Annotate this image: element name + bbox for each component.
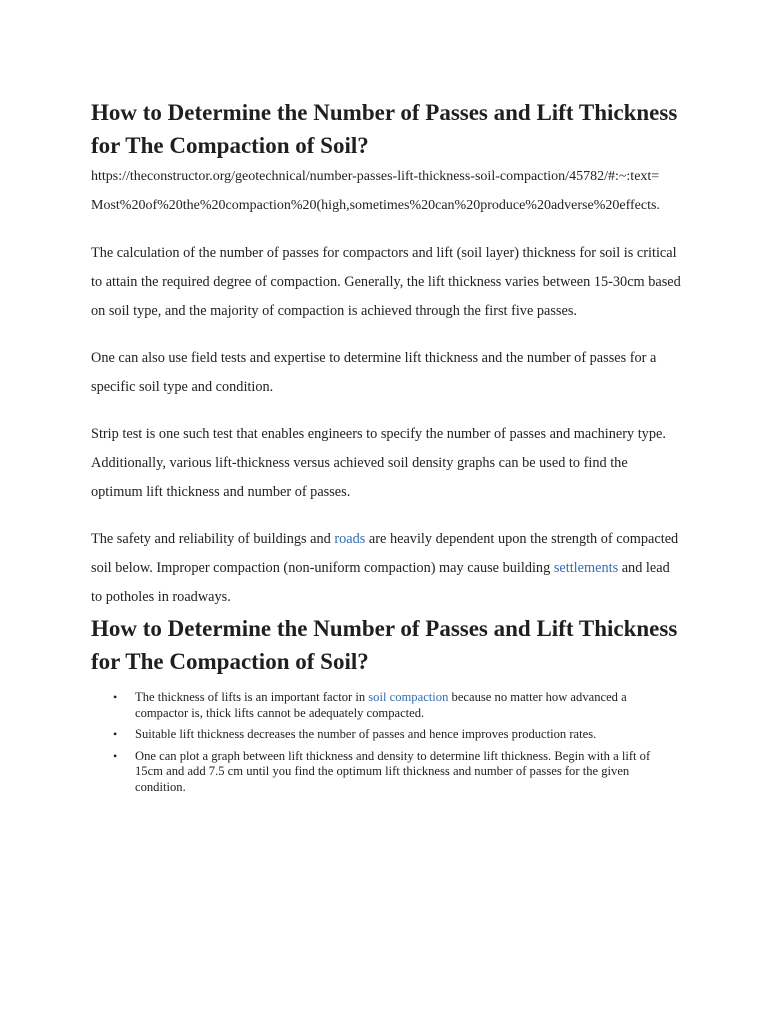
- bullet-icon: •: [113, 727, 118, 741]
- settlements-link[interactable]: settlements: [553, 560, 619, 576]
- roads-link[interactable]: roads: [334, 531, 366, 547]
- paragraph-strip-test: Strip test is one such test that enables engineers to specify the number of passes and machinery type. Additionally, various lift-thickness versus achieved soil density graphs can be used to find the optimum lift thickness and number of passes.: [91, 426, 666, 500]
- paragraph-safety-text-c: and lead to potholes in roadways.: [91, 560, 670, 605]
- section-heading: How to Determine the Number of Passes and Lift Thickness for The Compaction of Soil?: [91, 616, 678, 674]
- bullet-text-b: because no matter how advanced a compactor is, thick lifts cannot be adequately compacted.: [135, 690, 627, 720]
- list-item: [113, 748, 681, 796]
- bullet-icon: •: [113, 690, 118, 704]
- paragraph-intro: The calculation of the number of passes for compactors and lift (soil layer) thickness for soil is critical to attain the required degree of compaction. Generally, the lift thickness varies between 15-30cm based on soil type, and the majority of compaction is achieved through the first five passes.: [91, 245, 681, 319]
- document-page: [91, 96, 681, 801]
- bullet-text: Suitable lift thickness decreases the number of passes and hence improves production rates.: [135, 727, 597, 741]
- bullet-icon: •: [113, 748, 118, 763]
- bullet-text: One can plot a graph between lift thickness and density to determine lift thickness. Begin with a lift of 15cm and add 7.5 cm until you find the optimum lift thickness and number of passes for the given condition.: [135, 748, 651, 794]
- paragraph-safety-text-b: are heavily dependent upon the strength of compacted soil below. Improper compaction (non-uniform compaction) may cause building: [91, 531, 679, 576]
- bullet-text-a: The thickness of lifts is an important factor in: [135, 690, 369, 704]
- list-item: [113, 727, 681, 743]
- source-url: https://theconstructor.org/geotechnical/number-passes-lift-thickness-soil-compaction/45782/#:~:text=Most%20of%20the%20compaction%20(high,sometimes%20can%20produce%20adverse%20effects.: [91, 169, 660, 213]
- list-item: [113, 690, 681, 721]
- paragraph-safety: [91, 525, 681, 612]
- paragraph-field-tests: One can also use field tests and expertise to determine lift thickness and the number of passes for a specific soil type and condition.: [91, 350, 657, 395]
- paragraph-safety-text-a: The safety and reliability of buildings and: [91, 531, 335, 547]
- soil-compaction-link[interactable]: soil compaction: [368, 690, 449, 704]
- bullet-list: [91, 690, 681, 795]
- article-title: How to Determine the Number of Passes and Lift Thickness for The Compaction of Soil?: [91, 100, 678, 158]
